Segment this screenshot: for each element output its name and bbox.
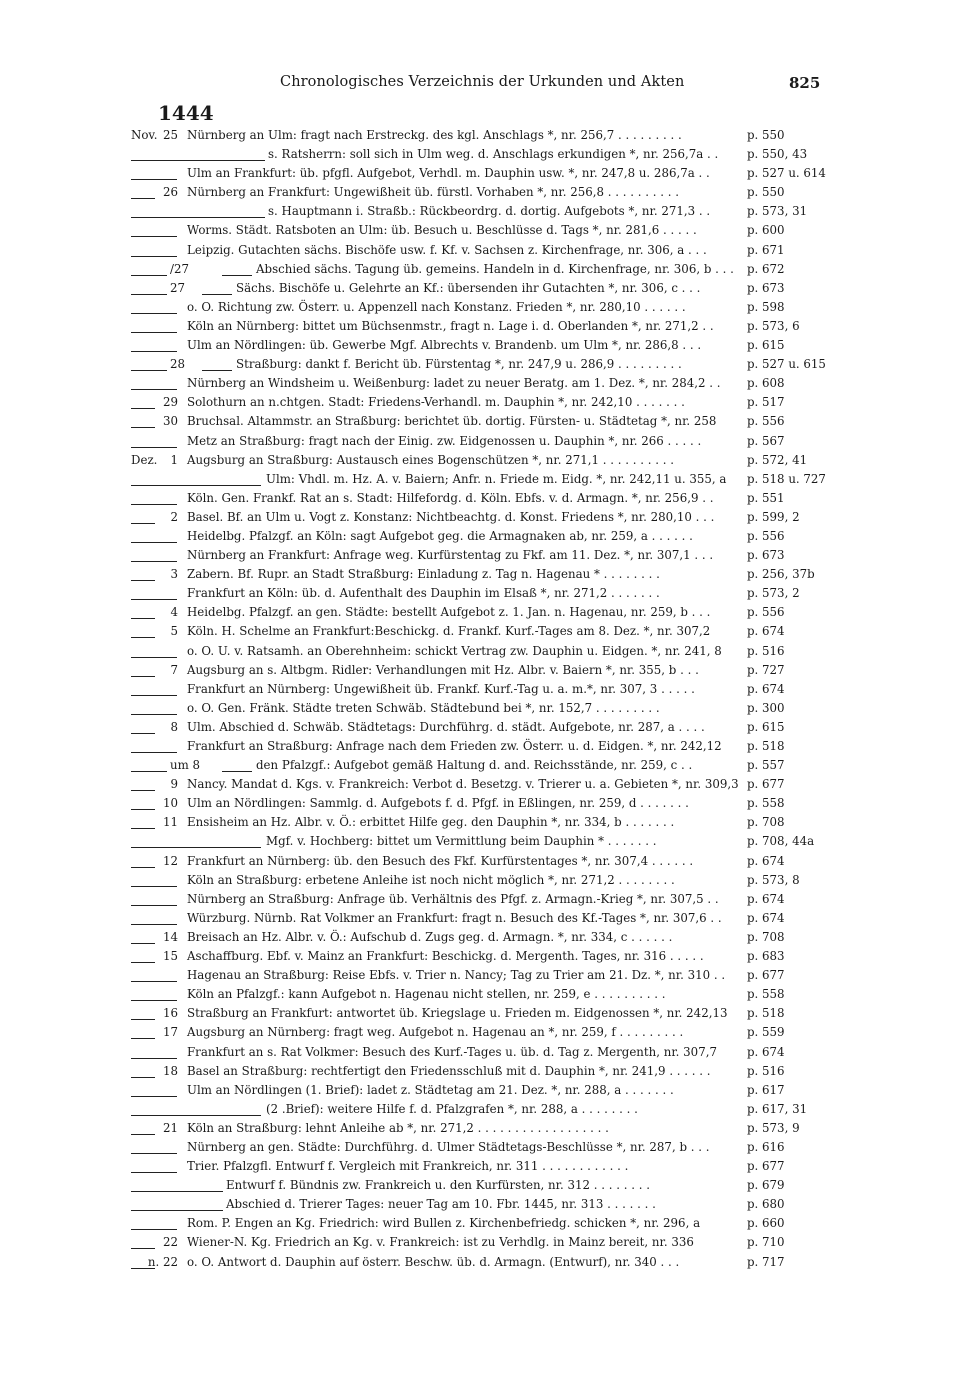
entry-text: Mgf. v. Hochberg: bittet um Vermittlung beim Dauphin * . . . . . . . <box>266 834 657 849</box>
entry-day: 17 <box>162 1025 178 1040</box>
list-item <box>0 126 960 145</box>
ditto-dash <box>131 886 177 887</box>
entry-text: s. Ratsherrn: soll sich in Ulm weg. d. Anschlags erkundigen *, nr. 256,7a . . <box>268 147 719 162</box>
entry-day: 5 <box>170 624 178 639</box>
ditto-dash <box>131 695 177 696</box>
ditto-dash <box>131 714 177 715</box>
entry-text: Würzburg. Nürnb. Rat Volkmer an Frankfurt: fragt n. Besuch des Kf.-Tages *, nr. 307,6 . . <box>187 910 722 925</box>
entry-page-ref: p. 671 <box>747 242 785 257</box>
entry-text: Straßburg an Frankfurt: antwortet üb. Kriegslage u. Frieden m. Eidgenossen *, nr. 242,13 <box>187 1006 728 1021</box>
ditto-dash <box>131 905 177 906</box>
entry-page-ref: p. 674 <box>747 1044 785 1059</box>
entry-day: um 8 <box>170 758 201 773</box>
entry-text: Augsburg an Nürnberg: fragt weg. Aufgebot n. Hagenau an *, nr. 259, f . . . . . . . . . <box>187 1025 684 1040</box>
list-item <box>0 642 960 661</box>
entry-text: Entwurf f. Bündnis zw. Frankreich u. den Kurfürsten, nr. 312 . . . . . . . . <box>226 1178 651 1193</box>
entry-page-ref: p. 673 <box>747 280 785 295</box>
entry-page-ref: p. 516 <box>747 1063 785 1078</box>
list-item <box>0 737 960 756</box>
list-item <box>0 1157 960 1176</box>
entry-text: Ulm an Frankfurt: üb. pfgfl. Aufgebot, Verhdl. m. Dauphin usw. *, nr. 247,8 u. 286,7a . . <box>187 166 710 181</box>
list-item <box>0 546 960 565</box>
entry-day: 26 <box>162 185 178 200</box>
list-item <box>0 813 960 832</box>
entry-day: /27 <box>170 261 189 276</box>
list-item <box>0 1023 960 1042</box>
entry-page-ref: p. 550 <box>747 185 785 200</box>
ditto-dash <box>131 981 177 982</box>
entry-text: den Pfalzgf.: Aufgebot gemäß Haltung d. and. Reichsstände, nr. 259, c . . <box>256 758 693 773</box>
entry-page-ref: p. 527 u. 615 <box>747 357 826 372</box>
list-item <box>0 470 960 489</box>
entry-day: 14 <box>162 929 178 944</box>
list-item <box>0 241 960 260</box>
list-item <box>0 298 960 317</box>
ditto-dash <box>131 351 177 352</box>
entry-page-ref: p. 615 <box>747 719 785 734</box>
entry-page-ref: p. 673 <box>747 548 785 563</box>
list-item <box>0 202 960 221</box>
ditto-dash <box>131 1153 177 1154</box>
ditto-dash <box>131 236 177 237</box>
list-item <box>0 1081 960 1100</box>
entry-text: o. O. Gen. Fränk. Städte treten Schwäb. Städtebund bei *, nr. 152,7 . . . . . . . . . <box>187 700 660 715</box>
entry-page-ref: p. 679 <box>747 1178 785 1193</box>
entry-text: Basel. Bf. an Ulm u. Vogt z. Konstanz: Nichtbeachtg. d. Konst. Friedens *, nr. 280,10 . . . <box>187 509 715 524</box>
entry-page-ref: p. 256, 37b <box>747 567 815 582</box>
entry-page-ref: p. 557 <box>747 758 785 773</box>
entry-text: Trier. Pfalzgfl. Entwurf f. Vergleich mit Frankreich, nr. 311 . . . . . . . . . . . . <box>187 1159 629 1174</box>
entry-page-ref: p. 708 <box>747 929 785 944</box>
ditto-dash <box>131 599 177 600</box>
entry-page-ref: p. 573, 2 <box>747 586 800 601</box>
entry-month: Dez. <box>131 452 158 467</box>
entry-text: Frankfurt an s. Rat Volkmer: Besuch des Kurf.-Tages u. üb. d. Tag z. Mergenth, nr. 307,7 <box>187 1044 717 1059</box>
entry-day: 10 <box>162 796 178 811</box>
entry-day: 27 <box>170 280 186 295</box>
year-heading: 1444 <box>158 101 214 125</box>
entry-page-ref: p. 674 <box>747 624 785 639</box>
entry-day: 29 <box>162 395 178 410</box>
running-header-title: Chronologisches Verzeichnis der Urkunden und Akten <box>280 74 685 90</box>
list-item <box>0 680 960 699</box>
list-item <box>0 565 960 584</box>
entry-page-ref: p. 517 <box>747 395 785 410</box>
entry-page-ref: p. 677 <box>747 968 785 983</box>
entry-text: Frankfurt an Nürnberg: Ungewißheit üb. Frankf. Kurf.-Tag u. a. m.*, nr. 307, 3 . . . . . <box>187 681 695 696</box>
list-item <box>0 393 960 412</box>
entry-day: 7 <box>170 662 178 677</box>
entry-page-ref: p. 615 <box>747 338 785 353</box>
entry-page-ref: p. 551 <box>747 490 785 505</box>
ditto-dash <box>131 1229 177 1230</box>
entry-text: Bruchsal. Altammstr. an Straßburg: berichtet üb. dortig. Fürsten- u. Städtetag *, nr. 258 <box>187 414 717 429</box>
list-item <box>0 622 960 641</box>
entry-day: 18 <box>162 1063 178 1078</box>
list-item <box>0 1100 960 1119</box>
entry-page-ref: p. 550 <box>747 128 785 142</box>
entry-text: Straßburg: dankt f. Bericht üb. Fürstentag *, nr. 247,9 u. 286,9 . . . . . . . . . <box>236 357 682 372</box>
list-item <box>0 909 960 928</box>
ditto-dash <box>131 847 261 848</box>
entry-text: Rom. P. Engen an Kg. Friedrich: wird Bullen z. Kirchenbefriedg. schicken *, nr. 296, a <box>187 1216 701 1231</box>
entry-page-ref: p. 680 <box>747 1197 785 1212</box>
entry-page-ref: p. 573, 8 <box>747 872 800 887</box>
entry-page-ref: p. 558 <box>747 796 785 811</box>
list-item <box>0 890 960 909</box>
entry-page-ref: p. 708 <box>747 815 785 830</box>
entry-text: Hagenau an Straßburg: Reise Ebfs. v. Trier n. Nancy; Tag zu Trier am 21. Dz. *, nr. 310 . . <box>187 968 726 983</box>
entry-page-ref: p. 573, 9 <box>747 1120 800 1135</box>
list-item <box>0 355 960 374</box>
entry-day: 25 <box>162 128 178 142</box>
entry-text: Solothurn an n.chtgen. Stadt: Friedens-Verhandl. m. Dauphin *, nr. 242,10 . . . . . . . <box>187 395 685 410</box>
entry-text: Köln. Gen. Frankf. Rat an s. Stadt: Hilfefordg. d. Köln. Ebfs. v. d. Armagn. *, nr. 256,9 . . <box>187 490 714 505</box>
ditto-dash <box>131 1096 177 1097</box>
list-item <box>0 966 960 985</box>
entry-page-ref: p. 516 <box>747 643 785 658</box>
chronology-list <box>0 126 960 1272</box>
entry-text: Heidelbg. Pfalzgf. an gen. Städte: bestellt Aufgebot z. 1. Jan. n. Hagenau, nr. 259, b . . . <box>187 605 711 620</box>
entry-page-ref: p. 556 <box>747 605 785 620</box>
list-item <box>0 336 960 355</box>
ditto-dash <box>131 313 177 314</box>
entry-page-ref: p. 710 <box>747 1235 785 1250</box>
list-item <box>0 1119 960 1138</box>
entry-page-ref: p. 559 <box>747 1025 785 1040</box>
list-item <box>0 432 960 451</box>
list-item <box>0 317 960 336</box>
list-item <box>0 699 960 718</box>
entry-page-ref: p. 674 <box>747 910 785 925</box>
entry-page-ref: p. 600 <box>747 223 785 238</box>
list-item <box>0 985 960 1004</box>
entry-page-ref: p. 677 <box>747 1159 785 1174</box>
page-number: 825 <box>789 74 821 92</box>
entry-text: Wiener-N. Kg. Friedrich an Kg. v. Frankreich: ist zu Verhdlg. in Mainz bereit, nr. 336 <box>187 1235 694 1250</box>
ditto-dash <box>131 1172 177 1173</box>
entry-day: 9 <box>170 777 178 792</box>
entry-text: Köln an Straßburg: lehnt Anleihe ab *, nr. 271,2 . . . . . . . . . . . . . . . . . . <box>187 1120 609 1135</box>
entry-day: 4 <box>170 605 178 620</box>
list-item <box>0 661 960 680</box>
list-item <box>0 145 960 164</box>
entry-text: Zabern. Bf. Rupr. an Stadt Straßburg: Einladung z. Tag n. Hagenau * . . . . . . . . <box>187 567 660 582</box>
ditto-dash <box>131 332 177 333</box>
ditto-dash <box>131 504 177 505</box>
ditto-dash <box>131 179 177 180</box>
entry-page-ref: p. 683 <box>747 949 785 964</box>
list-item <box>0 1138 960 1157</box>
ditto-dash <box>131 657 177 658</box>
entry-text: Ensisheim an Hz. Albr. v. Ö.: erbittet Hilfe geg. den Dauphin *, nr. 334, b . . . . . . . <box>187 815 675 830</box>
entry-text: Frankfurt an Köln: üb. d. Aufenthalt des Dauphin im Elsaß *, nr. 271,2 . . . . . . . <box>187 586 660 601</box>
entry-page-ref: p. 556 <box>747 528 785 543</box>
entry-text: Abschied d. Trierer Tages: neuer Tag am 10. Fbr. 1445, nr. 313 . . . . . . . <box>226 1197 656 1212</box>
ditto-dash <box>131 447 177 448</box>
entry-text: Augsburg an s. Altbgm. Ridler: Verhandlungen mit Hz. Albr. v. Baiern *, nr. 355, b . . . <box>187 662 699 677</box>
entry-page-ref: p. 674 <box>747 681 785 696</box>
ditto-dash <box>131 485 261 486</box>
entry-day: 15 <box>162 949 178 964</box>
entry-text: Nürnberg an Windsheim u. Weißenburg: ladet zu neuer Beratg. am 1. Dez. *, nr. 284,2 . . <box>187 376 721 391</box>
entry-page-ref: p. 660 <box>747 1216 785 1231</box>
entry-page-ref: p. 300 <box>747 700 785 715</box>
ditto-dash <box>202 370 232 371</box>
list-item <box>0 718 960 737</box>
list-item <box>0 603 960 622</box>
entry-page-ref: p. 674 <box>747 891 785 906</box>
entry-text: Ulm. Abschied d. Schwäb. Städtetags: Durchführg. d. städt. Aufgebote, nr. 287, a . . . . <box>187 719 705 734</box>
entry-page-ref: p. 708, 44a <box>747 834 815 849</box>
entry-day: 2 <box>170 509 178 524</box>
list-item <box>0 279 960 298</box>
list-item <box>0 584 960 603</box>
list-item <box>0 374 960 393</box>
entry-text: Worms. Städt. Ratsboten an Ulm: üb. Besuch u. Beschlüsse d. Tags *, nr. 281,6 . . . . . <box>187 223 697 238</box>
entry-text: Köln. H. Schelme an Frankfurt:Beschickg. d. Frankf. Kurf.-Tages am 8. Dez. *, nr. 307,2 <box>187 624 711 639</box>
ditto-dash <box>222 771 252 772</box>
entry-text: o. O. Antwort d. Dauphin auf österr. Beschw. üb. d. Armagn. (Entwurf), nr. 340 . . . <box>187 1254 680 1269</box>
entry-page-ref: p. 518 u. 727 <box>747 471 826 486</box>
list-item <box>0 928 960 947</box>
list-item <box>0 221 960 240</box>
ditto-dash <box>131 160 265 161</box>
ditto-dash <box>131 542 177 543</box>
entry-day: 11 <box>162 815 178 830</box>
entry-text: Nürnberg an gen. Städte: Durchführg. d. Ulmer Städtetags-Beschlüsse *, nr. 287, b . . . <box>187 1139 710 1154</box>
entry-text: Ulm an Nördlingen (1. Brief): ladet z. Städtetag am 21. Dez. *, nr. 288, a . . . . . . . <box>187 1082 674 1097</box>
entry-page-ref: p. 717 <box>747 1254 785 1269</box>
entry-text: Ulm: Vhdl. m. Hz. A. v. Baiern; Anfr. n. Friede m. Eidg. *, nr. 242,11 u. 355, a <box>266 471 727 486</box>
list-item <box>0 1195 960 1214</box>
ditto-dash <box>131 1058 177 1059</box>
entry-text: Köln an Straßburg: erbetene Anleihe ist noch nicht möglich *, nr. 271,2 . . . . . . . . <box>187 872 675 887</box>
entry-text: Köln an Nürnberg: bittet um Büchsenmstr., fragt n. Lage i. d. Oberlanden *, nr. 271,2 . . <box>187 318 714 333</box>
entry-text: Nürnberg an Frankfurt: Anfrage weg. Kurfürstentag zu Fkf. am 11. Dez. *, nr. 307,1 . . . <box>187 548 714 563</box>
entry-day: 16 <box>162 1006 178 1021</box>
entry-month: Nov. <box>131 128 158 142</box>
entry-day: 3 <box>170 567 178 582</box>
entry-page-ref: p. 567 <box>747 433 785 448</box>
entry-page-ref: p. 518 <box>747 1006 785 1021</box>
ditto-dash <box>131 370 167 371</box>
entry-text: Nancy. Mandat d. Kgs. v. Frankreich: Verbot d. Besetzg. v. Trierer u. a. Gebieten *, nr. 309,3 <box>187 777 739 792</box>
entry-text: s. Hauptmann i. Straßb.: Rückbeordrg. d. dortig. Aufgebots *, nr. 271,3 . . <box>268 204 711 219</box>
list-item <box>0 756 960 775</box>
list-item <box>0 508 960 527</box>
entry-page-ref: p. 616 <box>747 1139 785 1154</box>
entry-page-ref: p. 672 <box>747 261 785 276</box>
ditto-dash <box>131 924 177 925</box>
ditto-dash <box>131 294 167 295</box>
entry-day: 1 <box>170 452 178 467</box>
ditto-dash <box>202 294 232 295</box>
list-item <box>0 1214 960 1233</box>
entry-text: o. O. U. v. Ratsamh. an Oberehnheim: schickt Vertrag zw. Dauphin u. Eidgen. *, nr. 241, 8 <box>187 643 722 658</box>
ditto-dash <box>131 217 265 218</box>
entry-page-ref: p. 572, 41 <box>747 452 808 467</box>
ditto-dash <box>131 256 177 257</box>
entry-page-ref: p. 527 u. 614 <box>747 166 826 181</box>
entry-text: Leipzig. Gutachten sächs. Bischöfe usw. f. Kf. v. Sachsen z. Kirchenfrage, nr. 306, a . . . <box>187 242 707 257</box>
list-item <box>0 871 960 890</box>
entry-page-ref: p. 677 <box>747 777 785 792</box>
entry-day: 30 <box>162 414 178 429</box>
list-item <box>0 412 960 431</box>
entry-page-ref: p. 598 <box>747 299 785 314</box>
entry-text: Metz an Straßburg: fragt nach der Einig. zw. Eidgenossen u. Dauphin *, nr. 266 . . . . . <box>187 433 702 448</box>
ditto-dash <box>222 275 252 276</box>
entry-page-ref: p. 518 <box>747 739 785 753</box>
entry-page-ref: p. 556 <box>747 414 785 429</box>
list-item <box>0 832 960 851</box>
entry-page-ref: p. 727 <box>747 662 785 677</box>
entry-day: 12 <box>162 853 178 868</box>
entry-text: Breisach an Hz. Albr. v. Ö.: Aufschub d. Zugs geg. d. Armagn. *, nr. 334, c . . . . . . <box>187 929 673 944</box>
entry-page-ref: p. 599, 2 <box>747 509 800 524</box>
entry-text: Köln an Pfalzgf.: kann Aufgebot n. Hagenau nicht stellen, nr. 259, e . . . . . . . . . . <box>187 987 666 1002</box>
list-item <box>0 1062 960 1081</box>
entry-text: Sächs. Bischöfe u. Gelehrte an Kf.: übersenden ihr Gutachten *, nr. 306, c . . . <box>236 280 701 295</box>
entry-text: Nürnberg an Ulm: fragt nach Erstreckg. des kgl. Anschlags *, nr. 256,7 . . . . . . . . . <box>187 128 682 142</box>
ditto-dash <box>131 1000 177 1001</box>
entry-text: (2 .Brief): weitere Hilfe f. d. Pfalzgrafen *, nr. 288, a . . . . . . . . <box>266 1101 638 1116</box>
list-item <box>0 852 960 871</box>
entry-page-ref: p. 608 <box>747 376 785 391</box>
entry-page-ref: p. 573, 31 <box>747 204 808 219</box>
ditto-dash <box>131 275 167 276</box>
list-item <box>0 489 960 508</box>
ditto-dash <box>131 389 177 390</box>
entry-text: o. O. Richtung zw. Österr. u. Appenzell nach Konstanz. Frieden *, nr. 280,10 . . . . . . <box>187 299 686 314</box>
ditto-dash <box>131 771 167 772</box>
entry-text: Basel an Straßburg: rechtfertigt den Friedensschluß mit d. Dauphin *, nr. 241,9 . . . . . . <box>187 1063 711 1078</box>
list-item <box>0 451 960 470</box>
entry-page-ref: p. 674 <box>747 853 785 868</box>
entry-page-ref: p. 617, 31 <box>747 1101 808 1116</box>
list-item <box>0 1176 960 1195</box>
list-item <box>0 1043 960 1062</box>
entry-day: 28 <box>170 357 186 372</box>
list-item <box>0 1004 960 1023</box>
entry-day: 21 <box>162 1120 178 1135</box>
entry-page-ref: p. 558 <box>747 987 785 1002</box>
entry-text: Nürnberg an Straßburg: Anfrage üb. Verhältnis des Pfgf. z. Armagn.-Krieg *, nr. 307,5 . . <box>187 891 719 906</box>
entry-page-ref: p. 573, 6 <box>747 318 800 333</box>
entry-day: n. 22 <box>147 1254 178 1269</box>
ditto-dash <box>131 1210 223 1211</box>
list-item <box>0 1253 960 1272</box>
entry-text: Aschaffburg. Ebf. v. Mainz an Frankfurt: Beschickg. d. Mergenth. Tages, nr. 316 . . . . . <box>187 949 704 964</box>
ditto-dash <box>131 1191 223 1192</box>
ditto-dash <box>131 752 177 753</box>
entry-text: Frankfurt an Nürnberg: üb. den Besuch des Fkf. Kurfürstentages *, nr. 307,4 . . . . . . <box>187 853 694 868</box>
list-item <box>0 260 960 279</box>
entry-day: 8 <box>170 719 178 734</box>
list-item <box>0 164 960 183</box>
list-item <box>0 1233 960 1252</box>
entry-day: 22 <box>162 1235 178 1250</box>
entry-text: Heidelbg. Pfalzgf. an Köln: sagt Aufgebot geg. die Armagnaken ab, nr. 259, a . . . . . . <box>187 528 693 543</box>
list-item <box>0 775 960 794</box>
entry-page-ref: p. 550, 43 <box>747 147 808 162</box>
entry-text: Ulm an Nördlingen: üb. Gewerbe Mgf. Albrechts v. Brandenb. um Ulm *, nr. 286,8 . . . <box>187 338 702 353</box>
list-item <box>0 794 960 813</box>
entry-text: Frankfurt an Straßburg: Anfrage nach dem Frieden zw. Österr. u. d. Eidgen. *, nr. 242,12 <box>187 739 722 753</box>
list-item <box>0 183 960 202</box>
ditto-dash <box>131 561 177 562</box>
list-item <box>0 527 960 546</box>
ditto-dash <box>131 1115 261 1116</box>
entry-text: Ulm an Nördlingen: Sammlg. d. Aufgebots f. d. Pfgf. in Eßlingen, nr. 259, d . . . . . . . <box>187 796 689 811</box>
entry-text: Abschied sächs. Tagung üb. gemeins. Handeln in d. Kirchenfrage, nr. 306, b . . . <box>256 261 734 276</box>
list-item <box>0 947 960 966</box>
entry-text: Augsburg an Straßburg: Austausch eines Bogenschützen *, nr. 271,1 . . . . . . . . . . <box>187 452 674 467</box>
entry-text: Nürnberg an Frankfurt: Ungewißheit üb. fürstl. Vorhaben *, nr. 256,8 . . . . . . . . . . <box>187 185 679 200</box>
entry-page-ref: p. 617 <box>747 1082 785 1097</box>
